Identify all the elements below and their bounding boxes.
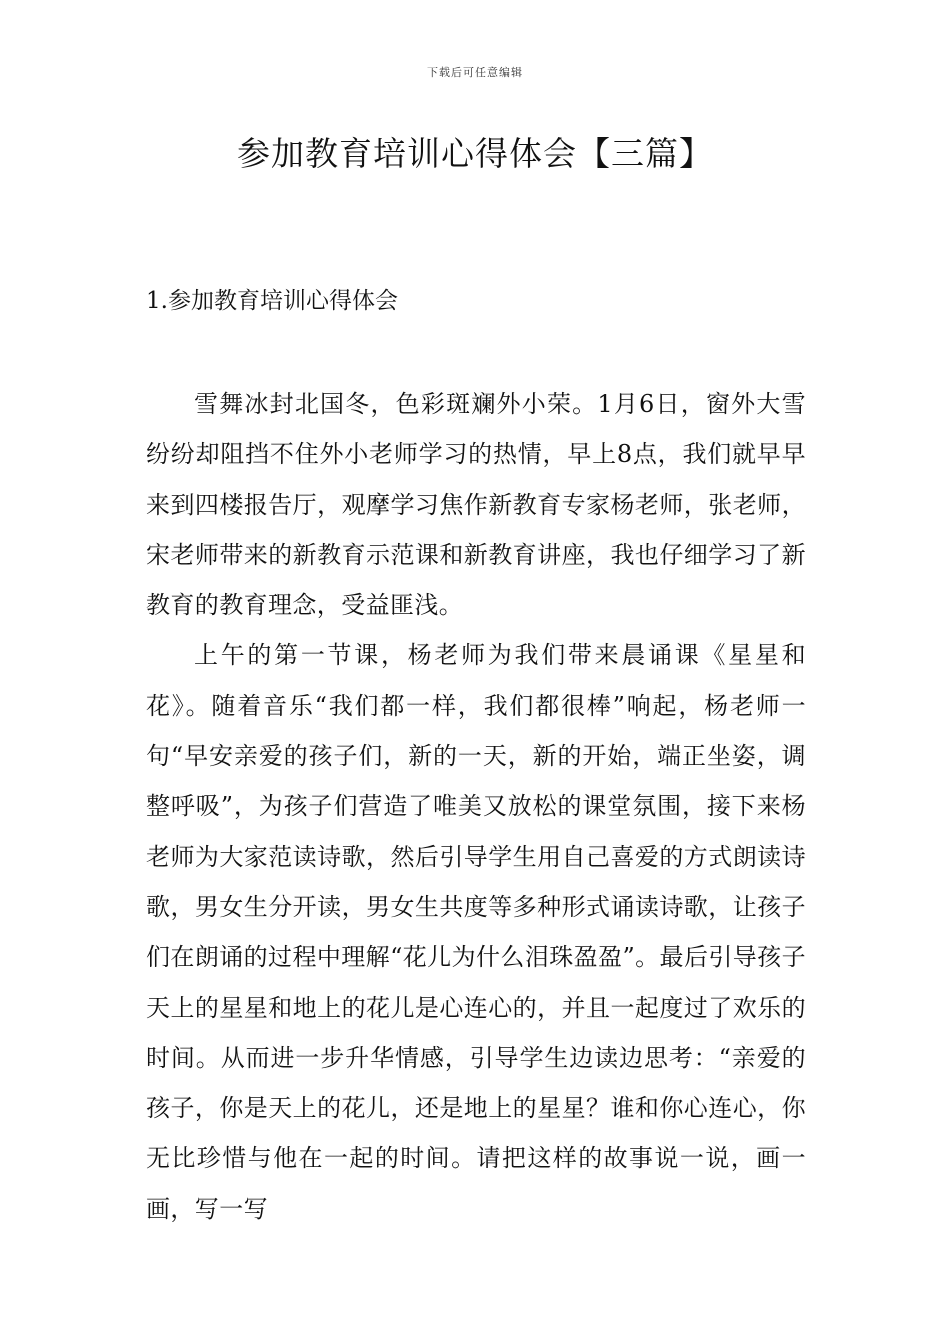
section-heading: 1.参加教育培训心得体会 [146,288,398,314]
document-title: 参加教育培训心得体会【三篇】 [237,134,713,173]
paragraph: 上午的第一节课，杨老师为我们带来晨诵课《星星和花》。随着音乐“我们都一样，我们都很棒”响起，杨老师一句“早安亲爱的孩子们，新的一天，新的开始，端正坐姿，调整呼吸”，为孩子们营造了唯美又放松的课堂氛围，接下来杨老师为大家范读诗歌，然后引导学生用自己喜爱的方式朗读诗歌，男女生分开读，男女生共度等多种形式诵读诗歌，让孩子们在朗诵的过程中理解“花儿为什么泪珠盈盈”。最后引导孩子天上的星星和地上的花儿是心连心的，并且一起度过了欢乐的时间。从而进一步升华情感，引导学生边读边思考：“亲爱的孩子，你是天上的花儿，还是地上的星星？谁和你心连心，你无比珍惜与他在一起的时间。请把这样的故事说一说，画一画，写一写 [146,641,806,1223]
header-note: 下载后可任意编辑 [427,66,523,79]
body-text [146,379,806,1234]
paragraph: 雪舞冰封北国冬，色彩斑斓外小荣。1月6日，窗外大雪纷纷却阻挡不住外小老师学习的热情，早上8点，我们就早早来到四楼报告厅，观摩学习焦作新教育专家杨老师，张老师，宋老师带来的新教育示范课和新教育讲座，我也仔细学习了新教育的教育理念，受益匪浅。 [146,390,806,620]
